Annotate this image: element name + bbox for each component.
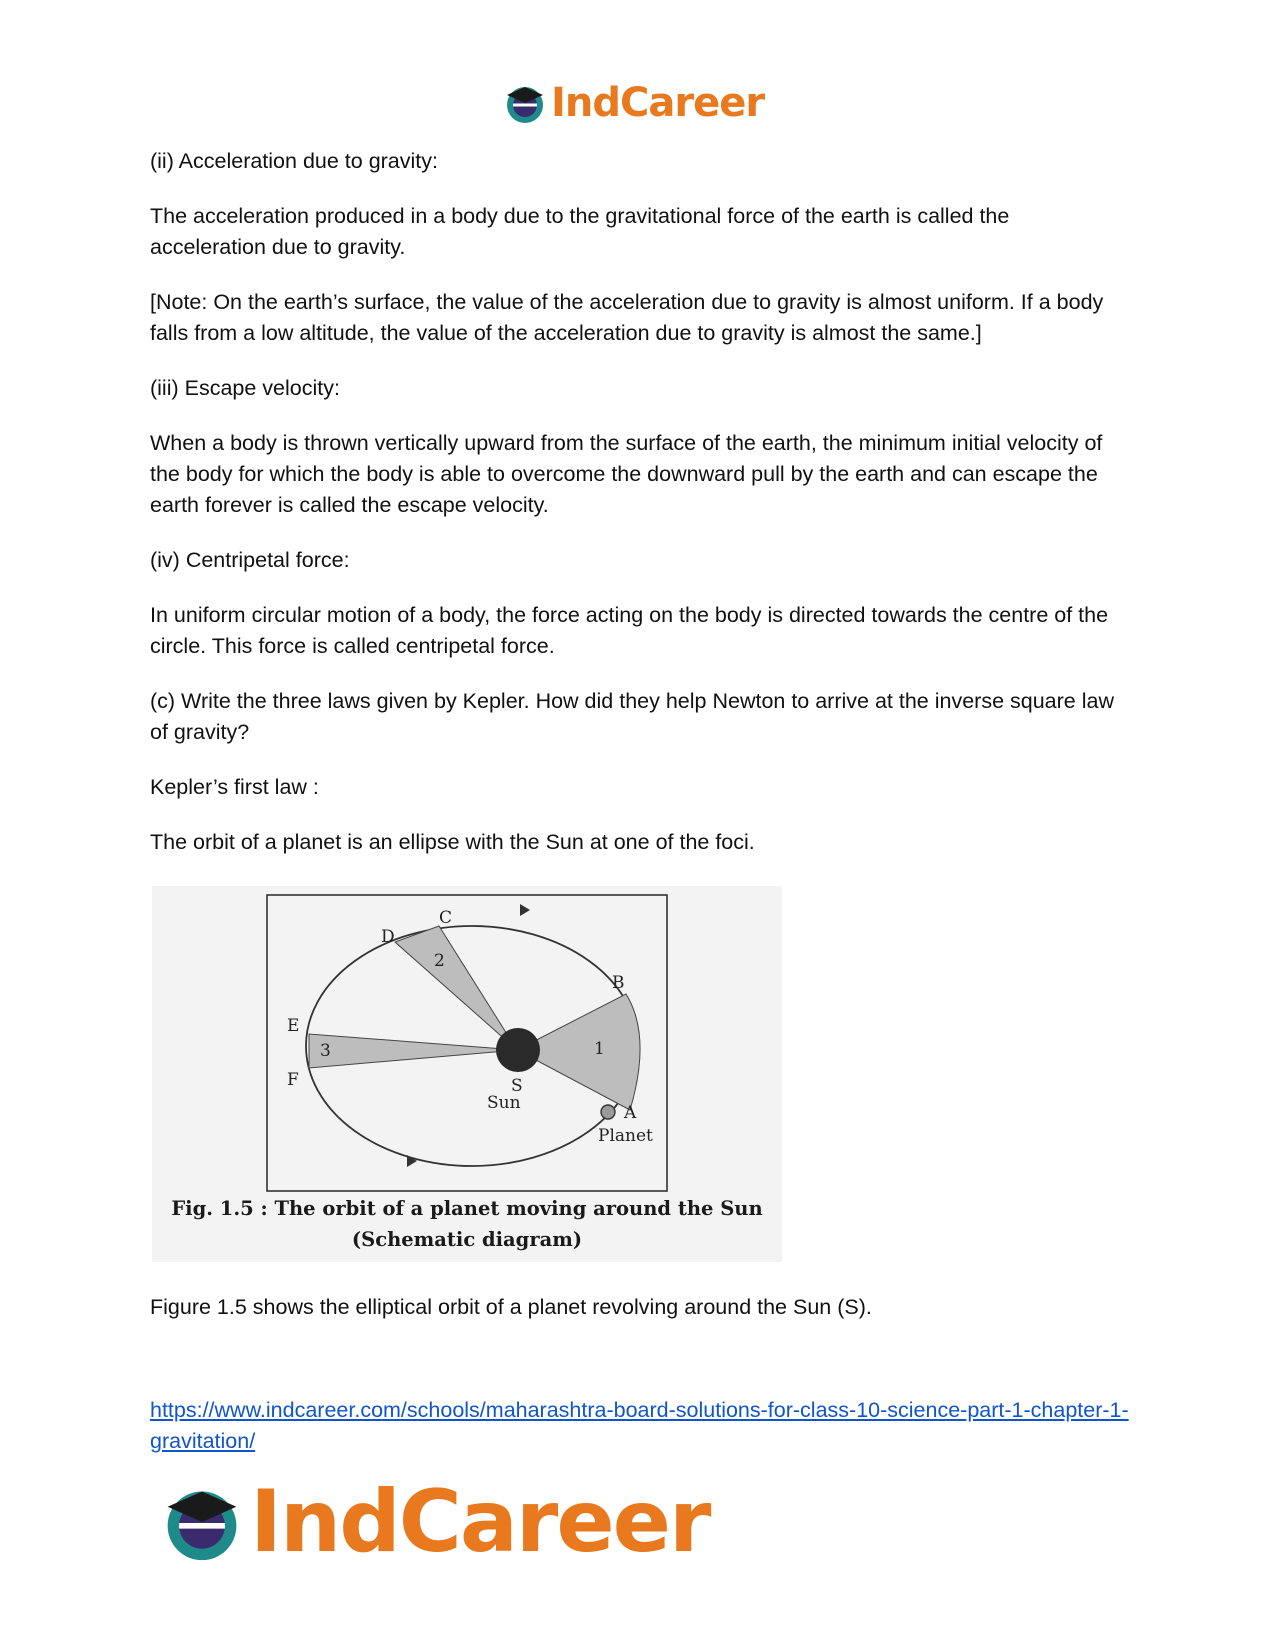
header-logo (503, 80, 764, 126)
paragraph-escape-velocity: When a body is thrown vertically upward from the surface of the earth, the minimum initial velocity of the body for which the body is able to overcome the downward pull by the earth and can escape the earth forever is called the escape velocity. (150, 431, 1103, 517)
source-link[interactable]: https://www.indcareer.com/schools/maharashtra-board-solutions-for-class-10-science-part-1-chapter-1-gravitation/ (150, 1398, 1129, 1453)
footer-logo-text: IndCareer (250, 1472, 710, 1572)
label-e: E (287, 1016, 300, 1036)
figure-caption-subtitle: (Schematic diagram) (351, 1228, 583, 1251)
label-planet: Planet (598, 1126, 653, 1146)
label-sun: Sun (487, 1093, 521, 1113)
question-kepler-laws: (c) Write the three laws given by Kepler. How did they help Newton to arrive at the inverse square law of gravity? (150, 689, 1114, 744)
orbit-diagram (152, 886, 782, 1196)
label-f: F (287, 1070, 299, 1090)
heading-escape-velocity: (iii) Escape velocity: (150, 376, 340, 400)
swept-area-2 (395, 926, 517, 1050)
paragraph-figure-description: Figure 1.5 shows the elliptical orbit of a planet revolving around the Sun (S). (150, 1295, 872, 1319)
paragraph-kepler-first-law: The orbit of a planet is an ellipse with the Sun at one of the foci. (150, 830, 755, 854)
footer-logo (160, 1472, 709, 1572)
graduation-globe-icon (160, 1480, 244, 1564)
orbit-figure (152, 886, 782, 1262)
orbit-arrow-bottom (407, 1155, 417, 1167)
sun-shape (496, 1028, 540, 1072)
paragraph-centripetal-force: In uniform circular motion of a body, the force acting on the body is directed towards the centre of the circle. This force is called centripetal force. (150, 603, 1109, 658)
label-b: B (612, 973, 625, 993)
label-d: D (381, 927, 395, 947)
label-c: C (439, 908, 453, 928)
orbit-arrow-top (520, 904, 530, 916)
header-logo-text: IndCareer (551, 80, 765, 126)
label-area-2: 2 (434, 951, 445, 971)
heading-acceleration-gravity: (ii) Acceleration due to gravity: (150, 149, 438, 173)
label-s: S (511, 1076, 523, 1096)
label-area-1: 1 (594, 1039, 605, 1059)
figure-caption: Fig. 1.5 : The orbit of a planet moving around the Sun (171, 1197, 763, 1220)
swept-area-3 (309, 1034, 517, 1068)
heading-kepler-first-law: Kepler’s first law : (150, 775, 319, 799)
label-area-3: 3 (320, 1041, 331, 1061)
graduation-globe-icon (503, 81, 547, 125)
label-a: A (624, 1103, 637, 1123)
paragraph-note: [Note: On the earth’s surface, the value of the acceleration due to gravity is almost uniform. If a body falls from a low altitude, the value of the acceleration due to gravity is almost the same.] (150, 290, 1104, 345)
document-body (150, 146, 1130, 882)
paragraph-acceleration-definition: The acceleration produced in a body due to the gravitational force of the earth is called the acceleration due to gravity. (150, 204, 1010, 259)
heading-centripetal-force: (iv) Centripetal force: (150, 548, 350, 572)
planet-shape (601, 1105, 615, 1119)
